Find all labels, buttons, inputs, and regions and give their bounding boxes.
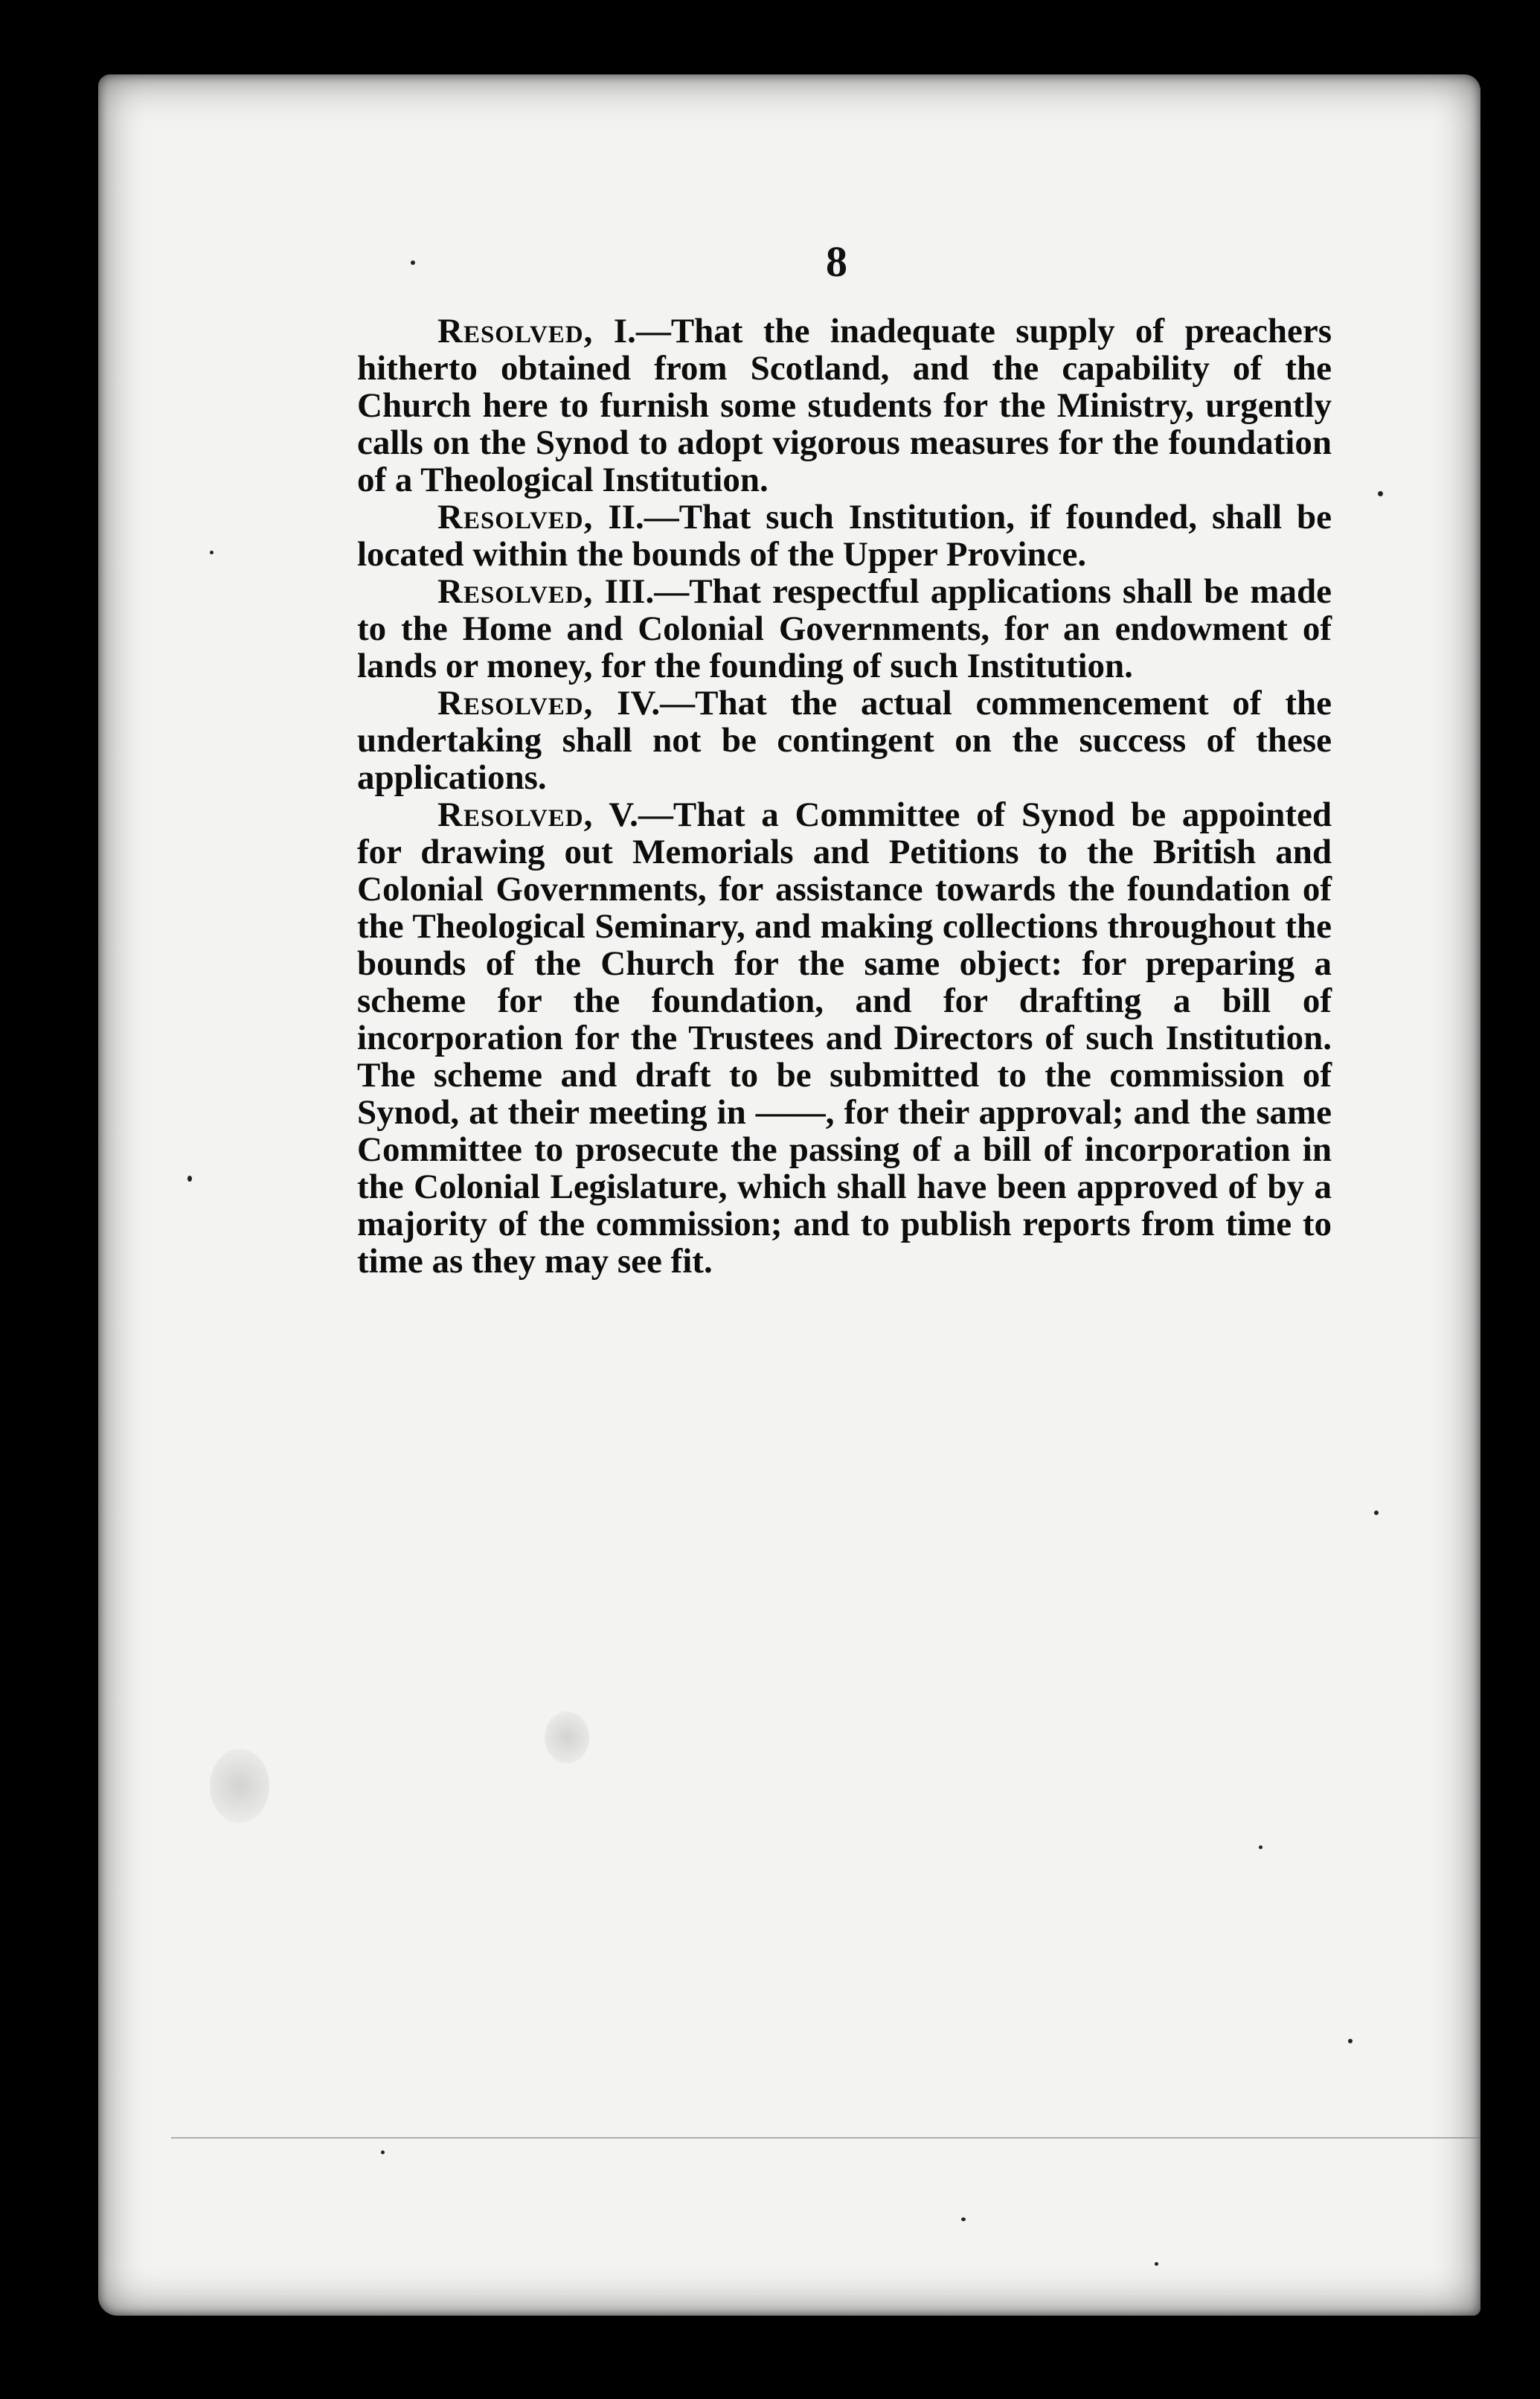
dust-speck [1259,1845,1263,1849]
resolution-body: V.—That a Committee of Synod be appointed for drawing out Memorials and Petitions to the British and Colonial Governments, for assistance towards the foundation of the Theological Seminary, and making collections throughout the bounds of the Church for the same object: for preparing a scheme for the foundation, and for drafting a bill of incorporation for the Trustees and Directors of such Institution. The scheme and draft to be submitted to the commission of Synod, at their meeting in ——, for their approval; and the same Committee to prosecute the passing of a bill of incorporation in the Colonial Legislature, which shall have been approved of by a majority of the commission; and to publish reports from time to time as they may see fit. [357,795,1332,1281]
resolution-body: II.—That such Institution, if founded, shall be located within the bounds of the Upper Province. [357,498,1332,574]
dust-speck [187,1176,192,1182]
dust-speck [411,260,415,265]
scan-artifact-line [171,2137,1480,2139]
dust-speck [1378,491,1383,496]
resolution-paragraph [357,685,1332,796]
paper-stain [210,1749,269,1823]
paper-stain [545,1711,589,1764]
resolution-lead: Resolved, [437,572,594,611]
resolution-lead: Resolved, [437,795,594,834]
dust-speck [1348,2039,1353,2043]
resolution-body: I.—That the inadequate supply of preachers hitherto obtained from Scotland, and the capability of the Church here to furnish some students for the Ministry, urgently calls on the Synod to adopt vigorous measures for the foundation of a Theological Institution. [357,312,1332,499]
resolution-lead: Resolved, [437,312,594,350]
resolution-paragraph [357,573,1332,685]
resolution-paragraph [357,313,1332,499]
resolution-paragraph [357,796,1332,1280]
resolution-paragraph [357,499,1332,573]
dust-speck [210,551,214,554]
resolution-lead: Resolved, [437,684,594,723]
resolutions-text [357,313,1332,1280]
page-number: 8 [826,237,847,286]
resolution-body: III.—That respectful applications shall be made to the Home and Colonial Governments, for an endowment of lands or money, for the founding of such Institution. [357,572,1332,685]
resolution-lead: Resolved, [437,498,594,537]
dust-speck [381,2150,385,2154]
dust-speck [1374,1511,1379,1515]
resolution-body: IV.—That the actual commencement of the undertaking shall not be contingent on the success of these applications. [357,684,1332,797]
dust-speck [961,2217,966,2221]
dust-speck [1155,2262,1158,2266]
